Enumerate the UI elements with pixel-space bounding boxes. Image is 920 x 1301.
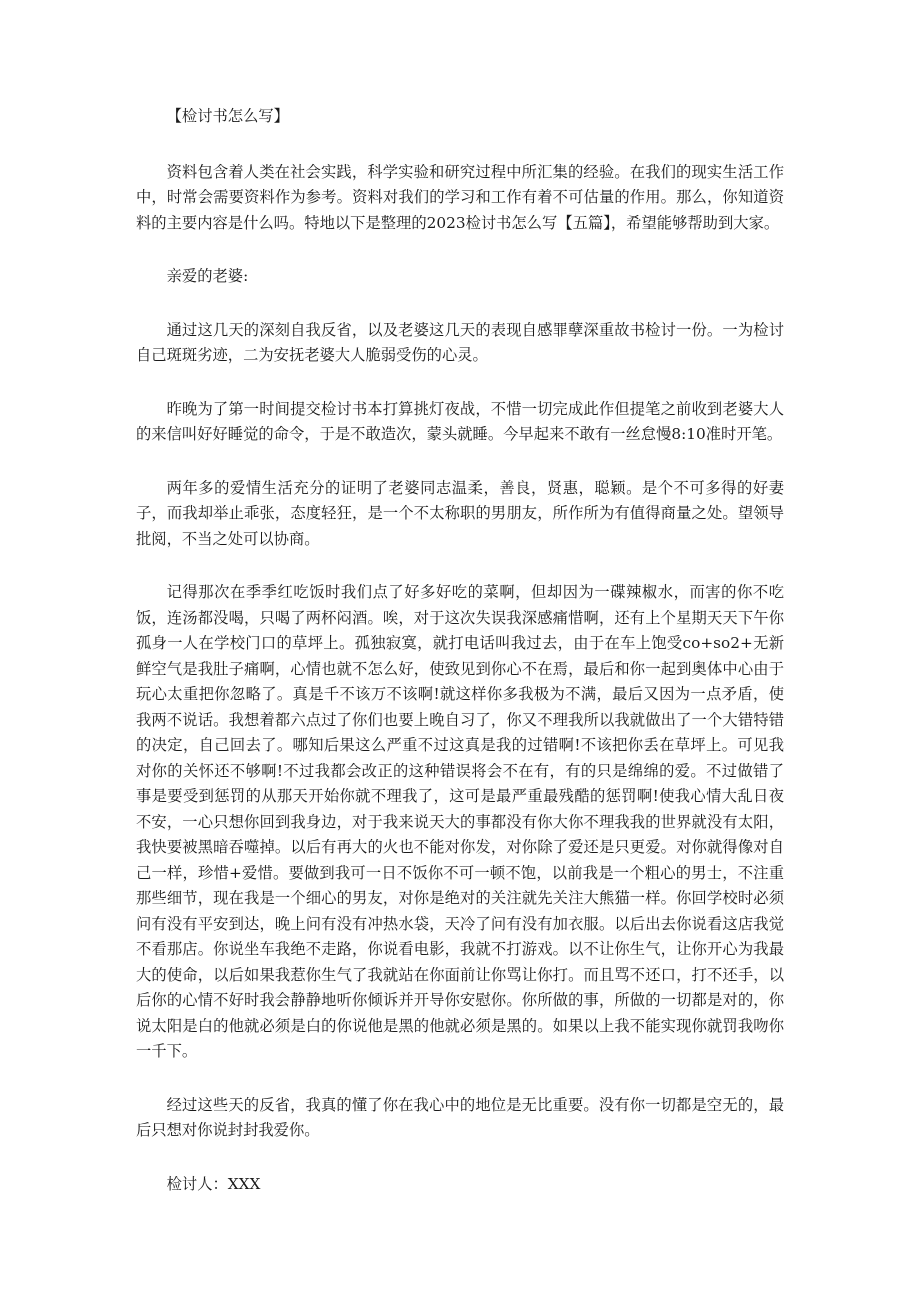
intro-paragraph: 资料包含着人类在社会实践，科学实验和研究过程中所汇集的经验。在我们的现实生活工作中，时常会需要资料作为参考。资料对我们的学习和工作有着不可估量的作用。那么，你知道资料的主要内容是什么吗。特地以下是整理的2023检讨书怎么写【五篇】，希望能够帮助到大家。 <box>136 162 784 232</box>
body-paragraph-4: 记得那次在季季红吃饭时我们点了好多好吃的菜啊，但却因为一碟辣椒水，而害的你不吃饭，连汤都没喝，只喝了两杯闷酒。唉，对于这次失误我深感痛惜啊，还有上个星期天天下午你孤身一人在学校门口的草坪上。孤独寂寞，就打电话叫我过去，由于在车上饱受co+so2+无新鲜空气是我肚子痛啊，心情也就不怎么好，使致见到你心不在焉，最后和你一起到奥体中心由于玩心太重把你忽略了。真是千不该万不该啊!就这样你多我极为不满，最后又因为一点矛盾，使我两不说话。我想着都六点过了你们也要上晚自习了，你又不理我所以我就做出了一个大错特错的决定，自己回去了。哪知后果这么严重不过这真是我的过错啊!不该把你丢在草坪上。可见我对你的关怀还不够啊!不过我都会改正的这种错误将会不在有，有的只是绵绵的爱。不过做错了事是要受到惩罚的从那天开始你就不理我了，这可是最严重最残酷的惩罚啊!使我心情大乱日夜不安，一心只想你回到我身边，对于我来说天大的事都没有你大你不理我我的世界就没有太阳，我快要被黑暗吞噬掉。以后有再大的火也不能对你发，对你除了爱还是只更爱。对你就得像对自己一样，珍惜+爱惜。要做到我可一日不饭你不可一顿不饱，以前我是一个粗心的男士，不注重那些细节，现在我是一个细心的男友，对你是绝对的关注就先关注大熊猫一样。你回学校时必须问有没有平安到达，晚上问有没有冲热水袋，天冷了问有没有加衣服。以后出去你说看这店我觉不看那店。你说坐车我绝不走路，你说看电影，我就不打游戏。以不让你生气，让你开心为我最大的使命，以后如果我惹你生气了我就站在你面前让你骂让你打。而且骂不还口，打不还手，以后你的心情不好时我会静静地听你倾诉并开导你安慰你。你所做的事，所做的一切都是对的，你说太阳是白的他就必须是白的你说他是黑的他就必须是黑的。如果以上我不能实现你就罚我吻你一千下。 <box>136 583 784 1060</box>
body-paragraph-2: 昨晚为了第一时间提交检讨书本打算挑灯夜战，不惜一切完成此作但提笔之前收到老婆大人的来信叫好好睡觉的命令，于是不敢造次，蒙头就睡。今早起来不敢有一丝怠慢8:10准时开笔。 <box>136 399 784 443</box>
body-paragraph-3: 两年多的爱情生活充分的证明了老婆同志温柔，善良，贤惠，聪颖。是个不可多得的好妻子，而我却举止乖张，态度轻狂，是一个不太称职的男朋友，所作所为有值得商量之处。望领导批阅，不当之处可以协商。 <box>136 478 784 548</box>
body-paragraph-1: 通过这几天的深刻自我反省，以及老婆这几天的表现自感罪孽深重故书检讨一份。一为检讨自己斑斑劣迹，二为安抚老婆大人脆弱受伤的心灵。 <box>136 320 784 364</box>
signature: 检讨人：XXX <box>166 1174 261 1193</box>
document-title: 【检讨书怎么写】 <box>166 107 289 125</box>
body-paragraph-5: 经过这些天的反省，我真的懂了你在我心中的地位是无比重要。没有你一切都是空无的，最后只想对你说封封我爱你。 <box>136 1095 784 1139</box>
salutation: 亲爱的老婆: <box>166 267 249 285</box>
